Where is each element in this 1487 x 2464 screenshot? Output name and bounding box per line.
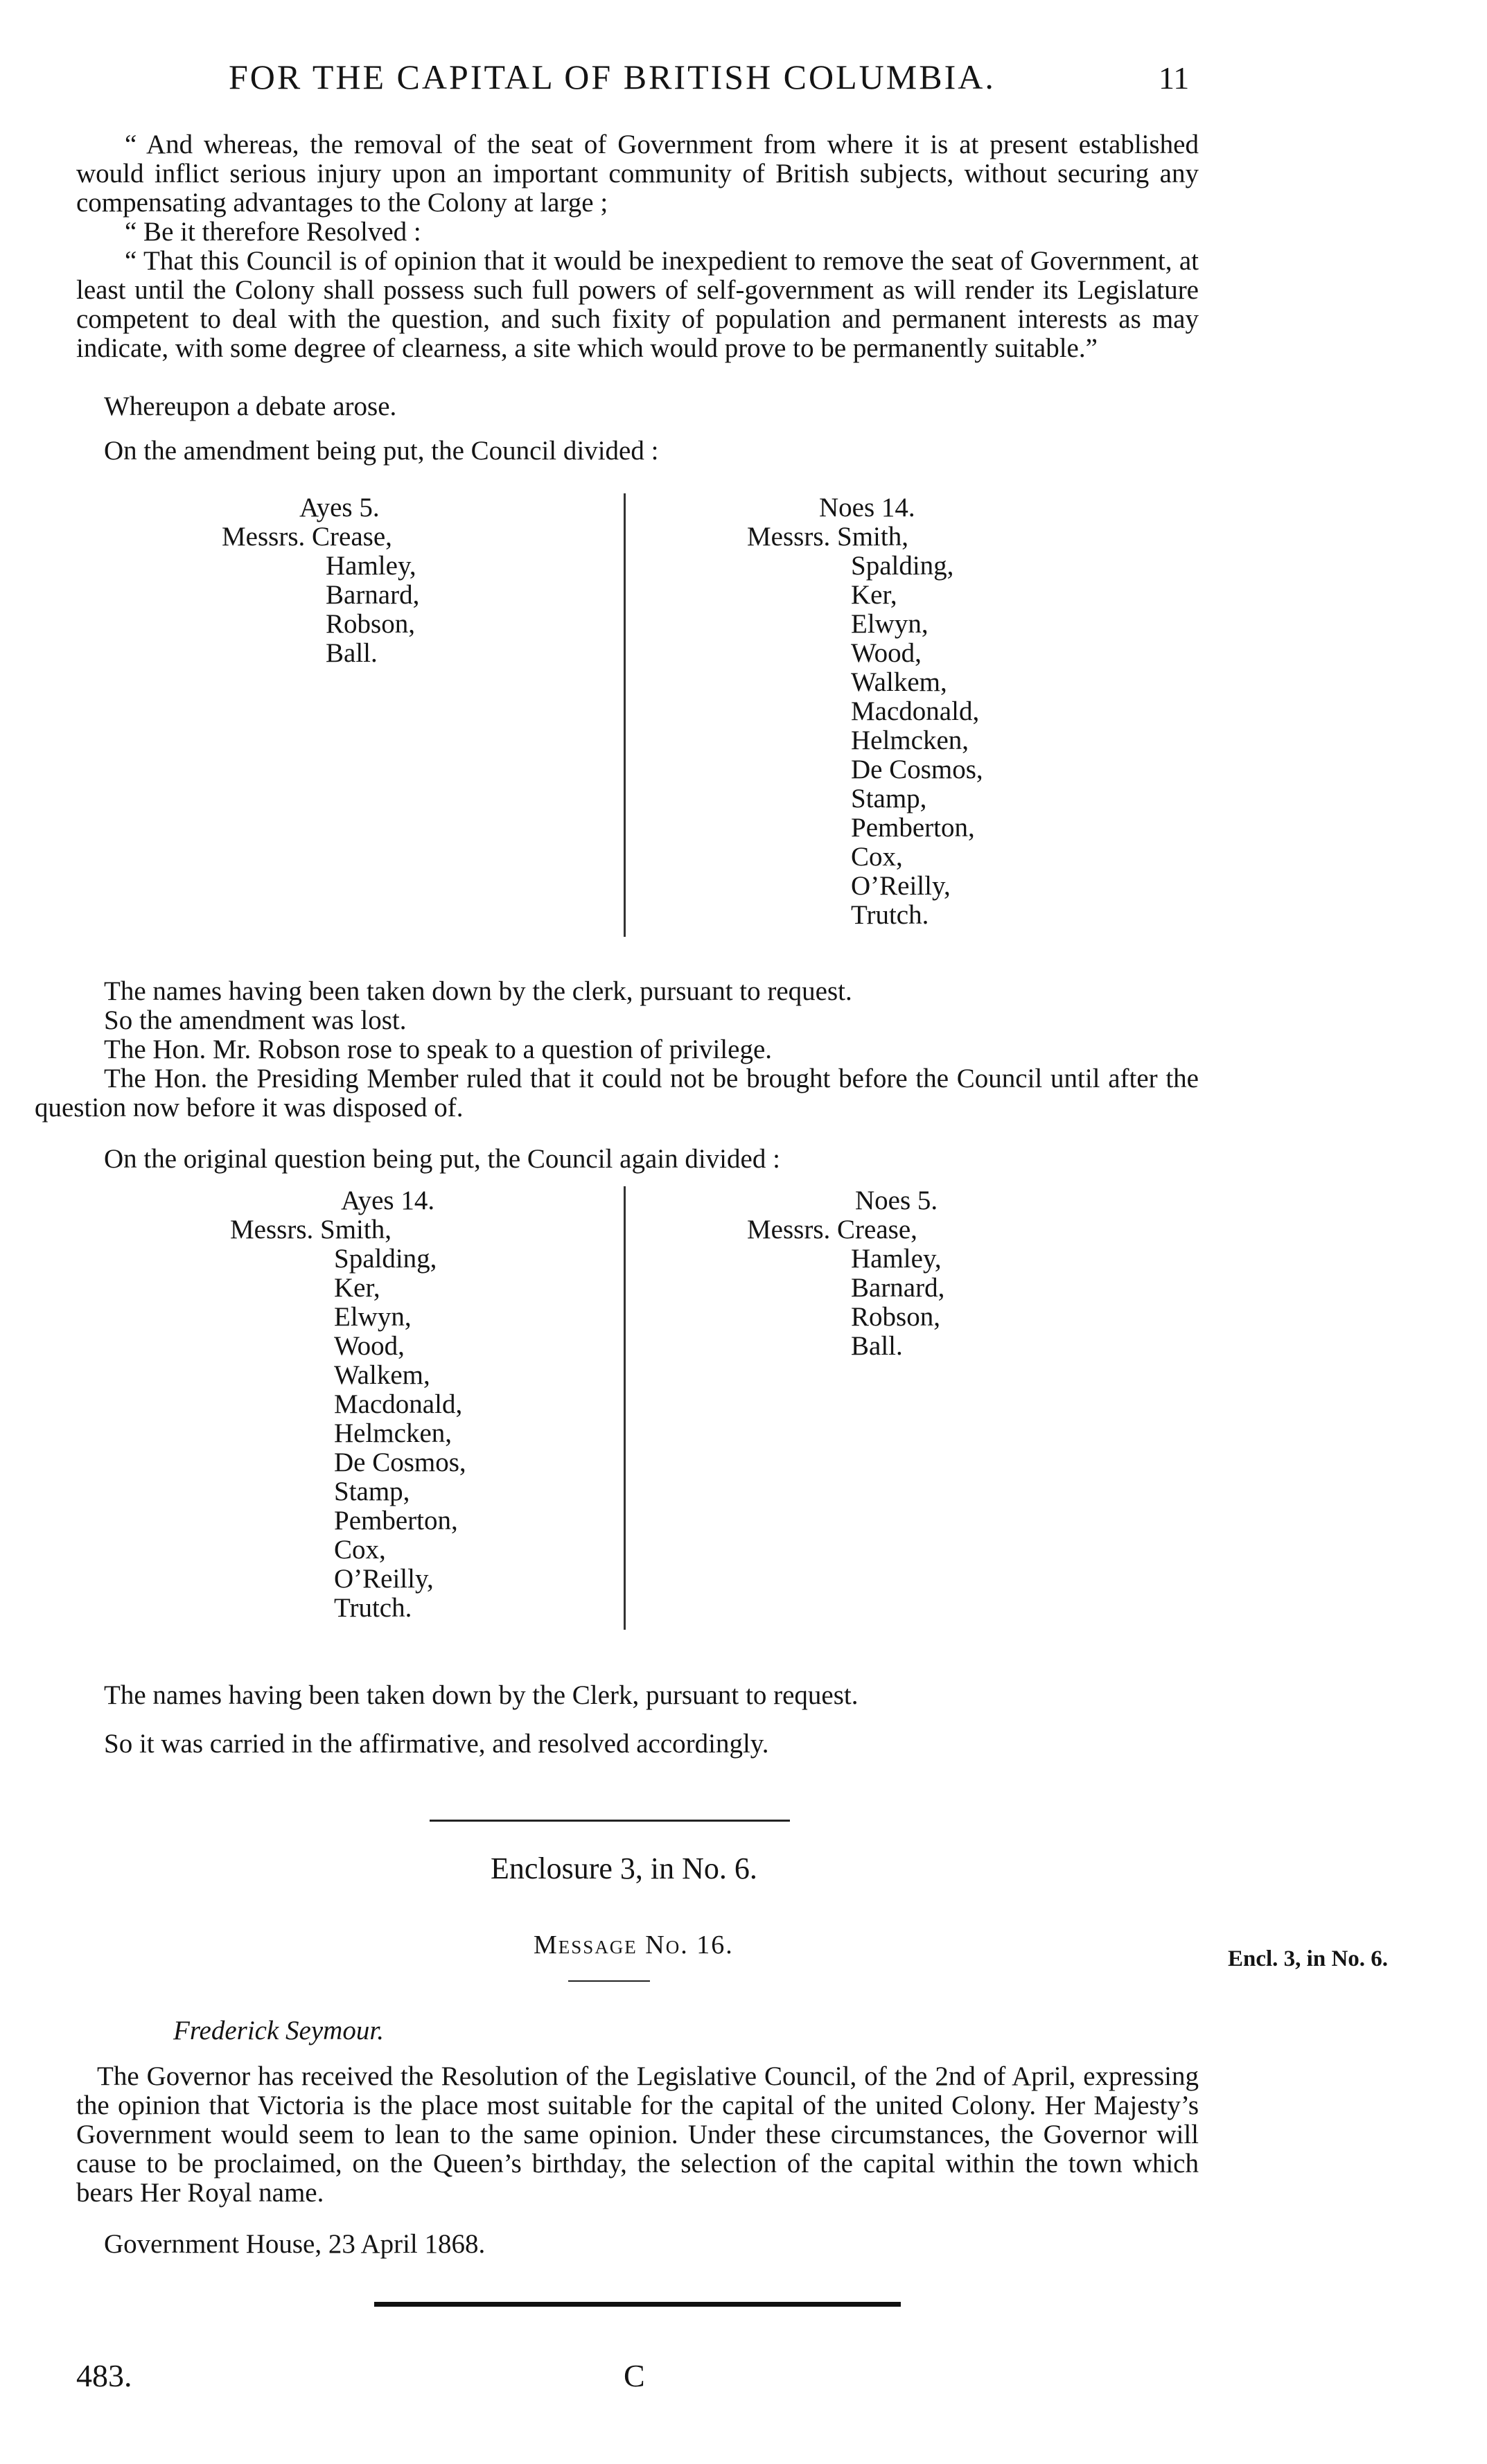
governor-message-body: The Governor has received the Resolution of the Legislative Council, of the 2nd of April, expressing the opinion that Victoria is the place most suitable for the capital of the united Colony. Her Majesty’s Government would seem to lean to the same opinion. Under these circumstances, the Governor will cause to be proclaimed, on the Queen’s birthday, the selection of the capital within the town which bears Her Royal name. [76,2061,1199,2208]
division1-noes-name: Pemberton, [851,813,975,843]
resolution-paragraph-1: “ And whereas, the removal of the seat of Government from where it is at present established would inflict serious injury upon an important community of British subjects, without securing any compensating advantages to the Colony at large ; [76,130,1199,218]
division1-noes-name: Cox, [851,842,903,872]
division2-noes-column [747,1186,944,1361]
division2-ayes-name: Smith, [320,1215,391,1244]
division1-ayes-prefix: Messrs. [222,522,306,552]
division2-ayes-name: Macdonald, [334,1389,463,1419]
division2-noes-name: Ball. [851,1331,903,1361]
division1-noes-name: Trutch. [851,900,929,930]
dateline: Government House, 23 April 1868. [104,2229,486,2259]
division2-ayes-name: Walkem, [334,1360,430,1390]
division2-ayes-name: Helmcken, [334,1418,452,1448]
division1-column-divider [624,493,626,937]
division2-ayes-name: O’Reilly, [334,1564,434,1594]
division2-ayes-column [230,1186,466,1623]
division1-noes-name: Helmcken, [851,725,969,755]
division1-ayes-name: Barnard, [326,580,420,610]
message-heading: Message No. 16. [534,1930,734,1960]
section-rule [430,1820,790,1822]
margin-note: Encl. 3, in No. 6. [1228,1946,1389,1971]
signature-line: Frederick Seymour. [173,2016,384,2045]
division2-ayes-name: Wood, [334,1331,405,1361]
resolution-paragraph-3: “ That this Council is of opinion that it would be inexpedient to remove the seat of Government, at least until the Colony shall possess such full powers of self-government as will render its Legislature competent to deal with the question, and such fixity of population and permanent interests as may indicate, with some degree of clearness, a site which would prove to be permanently suitable.” [76,246,1199,363]
enclosure-heading: Enclosure 3, in No. 6. [491,1851,757,1885]
page-number: 11 [1159,60,1190,96]
division2-noes-name: Crease, [837,1215,917,1244]
privilege-line: The Hon. Mr. Robson rose to speak to a question of privilege. [104,1035,773,1064]
division2-noes-name: Hamley, [851,1244,942,1274]
division2-ayes-name: Trutch. [334,1593,412,1623]
division1-noes-name: Spalding, [851,551,954,581]
division2-noes-heading: Noes 5. [855,1186,938,1215]
division1-noes-name: O’Reilly, [851,871,951,901]
division1-ayes-column [222,493,419,668]
sheet-number: 483. [76,2358,132,2393]
division2-ayes-name: Cox, [334,1535,386,1565]
closing-rule [374,2302,901,2307]
division2-noes-name: Robson, [851,1302,940,1332]
division2-column-divider [624,1186,626,1630]
division2-noes-name: Barnard, [851,1273,945,1303]
division1-noes-name: Smith, [837,522,908,552]
division1-ayes-name: Crease, [312,522,392,552]
division2-ayes-name: Elwyn, [334,1302,412,1332]
amendment-lost-line: So the amendment was lost. [104,1005,407,1035]
division1-noes-name: Wood, [851,638,922,668]
running-head: FOR THE CAPITAL OF BRITISH COLUMBIA. [229,58,996,96]
signature-mark: C [624,2358,645,2393]
names-taken-line: The names having been taken down by the clerk, pursuant to request. [104,976,852,1006]
division1-ayes-name: Hamley, [326,551,416,581]
division2-ayes-name: Stamp, [334,1477,410,1506]
division1-noes-name: Stamp, [851,784,927,813]
debate-line: Whereupon a debate arose. [104,391,397,421]
division1-noes-heading: Noes 14. [819,493,915,522]
division1-noes-name: Elwyn, [851,609,929,639]
division2-ayes-name: Ker, [334,1273,380,1303]
division1-noes-column [747,493,983,930]
division2-ayes-heading: Ayes 14. [341,1186,435,1215]
division2-ayes-name: Pemberton, [334,1506,458,1535]
division1-noes-prefix: Messrs. [747,522,831,552]
division2-noes-prefix: Messrs. [747,1215,831,1244]
message-rule [568,1980,650,1982]
division1-ayes-name: Ball. [326,638,378,668]
carried-affirmative-line: So it was carried in the affirmative, and resolved accordingly. [104,1729,769,1759]
division1-noes-name: Macdonald, [851,696,980,726]
division1-ayes-name: Robson, [326,609,415,639]
names-taken-clerk-line: The names having been taken down by the Clerk, pursuant to request. [104,1680,859,1710]
division2-intro: On the original question being put, the Council again divided : [104,1144,780,1174]
division2-ayes-prefix: Messrs. [230,1215,314,1244]
division2-ayes-name: Spalding, [334,1244,437,1274]
division1-noes-name: Ker, [851,580,897,610]
division1-ayes-heading: Ayes 5. [299,493,380,522]
resolution-paragraph-2: “ Be it therefore Resolved : [125,217,421,247]
ruling-paragraph: The Hon. the Presiding Member ruled that it could not be brought before the Council until after the question now before it was disposed of. [35,1064,1199,1123]
division1-noes-name: De Cosmos, [851,755,983,784]
division1-noes-name: Walkem, [851,667,947,697]
division1-intro: On the amendment being put, the Council divided : [104,436,659,466]
division2-ayes-name: De Cosmos, [334,1447,466,1477]
